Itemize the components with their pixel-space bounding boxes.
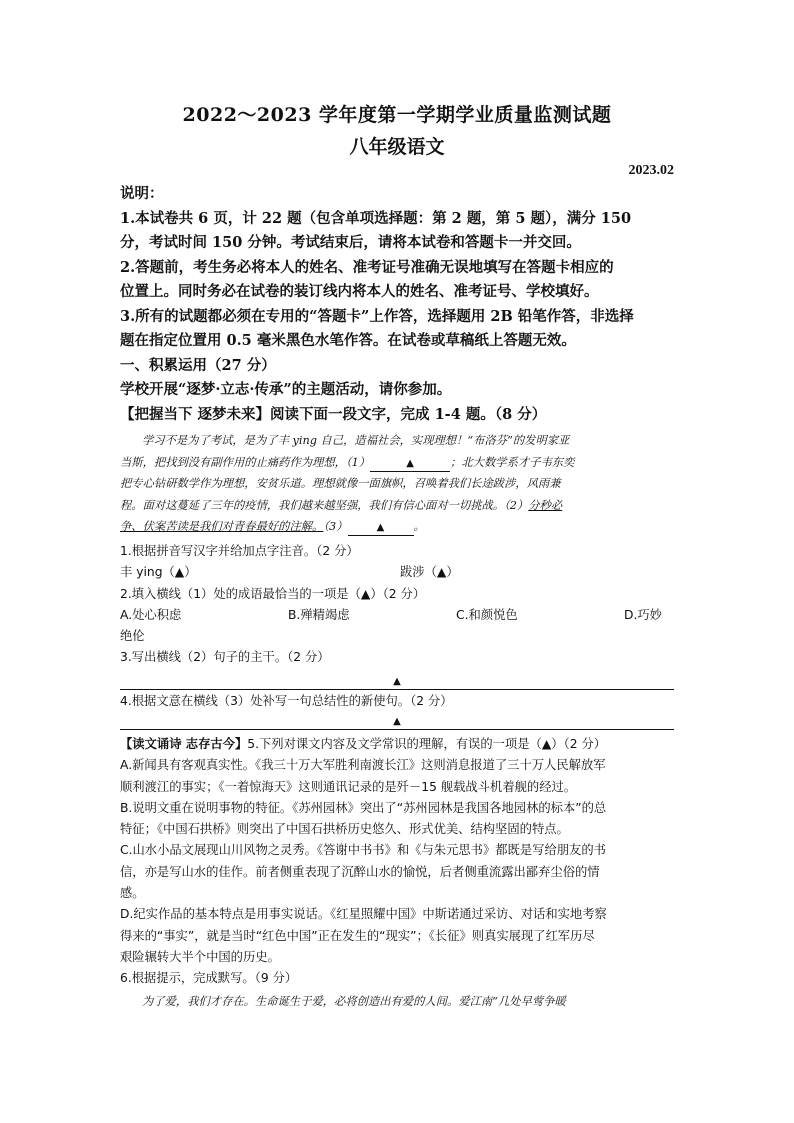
passage-line: 学习不是为了考试，是为了丰 ying 自己，造福社会，实现理想！“布洛芬”的发明家亚 [142, 434, 570, 447]
instruction-line: 位置上。同时务必在试卷的装订线内将本人的姓名、准考证号、学校填好。 [120, 283, 599, 300]
passage-text: ；北大数学系才子韦东奕 [450, 455, 575, 469]
exam-title: 2022～2023 学年度第一学期学业质量监测试题 [182, 104, 612, 126]
question-1-item-a: 丰 ying（▲） [120, 565, 197, 580]
blank-marker: ▲ [406, 457, 414, 469]
instruction-line: 题在指定位置用 0.5 毫米黑色水笔作答。在试卷或草稿纸上答题无效。 [120, 332, 576, 349]
question-5-text: 信，亦是写山水的佳作。前者侧重表现了沉醉山水的愉悦，后者侧重流露出鄙弃尘俗的情 [120, 864, 600, 879]
question-5-text: 得来的“事实”，就是当时“红色中国”正在发生的“现实”；《长征》则真实展现了红军历尽 [120, 928, 595, 943]
instruction-line: 分，考试时间 150 分钟。考试结束后，请将本试卷和答题卡一并交回。 [120, 234, 581, 251]
passage-text: 程。面对这蔓延了三年的疫情，我们越来越坚强，我们有信心面对一切挑战。（2） [120, 498, 529, 512]
question-5: 5.下列对课文内容及文学常识的理解，有误的一项是（▲）（2 分） [247, 737, 607, 751]
question-5-text: A.新闻具有客观真实性。《我三十万大军胜利南渡长江》这则消息报道了三十万人民解放军 [120, 758, 606, 773]
part-heading: 【读文诵诗 志存古今】 [120, 736, 248, 751]
instruction-line: 3.所有的试题都必须在专用的“答题卡”上作答，选择题用 2B 铅笔作答，非选择 [120, 307, 634, 325]
option-c: C.和颜悦色 [456, 607, 518, 622]
blank-marker: ▲ [376, 522, 385, 533]
underlined-sentence: 分秒必 [528, 498, 563, 512]
answer-marker: ▲ [393, 676, 401, 687]
instructions-heading: 说明： [120, 185, 164, 202]
questions-1-4 [120, 541, 676, 669]
exam-subtitle: 八年级语文 [349, 136, 445, 158]
question-5-text: B.说明文重在说明事物的特征。《苏州园林》突出了“苏州园林是我国各地园林的标本”的总 [120, 800, 607, 815]
question-5-text: 特征；《中国石拱桥》则突出了中国石拱桥历史悠久、形式优美、结构坚固的特点。 [120, 822, 569, 837]
question-6: 6.根据提示，完成默写。（9 分） [120, 971, 298, 986]
question-5-text: 艰险辗转大半个中国的历史。 [120, 949, 280, 964]
answer-blank-3[interactable] [348, 520, 414, 536]
question-2: 2.填入横线（1）处的成语最恰当的一项是（▲）（2 分） [120, 586, 426, 601]
question-6-passage: 为了爱，我们才存在。生命诞生于爱，必将创造出有爱的人间。爱江南“几处早莺争暖 [142, 994, 566, 1008]
section-2 [120, 733, 680, 1014]
question-1-items [120, 562, 676, 583]
passage-text: 当斯，把找到没有副作用的止痛药作为理想，（1） [120, 455, 371, 469]
underlined-sentence: 争、伏案苦读是我们对青春最好的注解。 [120, 520, 324, 533]
passage-line [120, 516, 680, 538]
passage-text: （3） [323, 520, 348, 533]
question-2-options [120, 605, 676, 626]
question-1-item-b: 跋涉（▲） [400, 565, 459, 580]
question-5-text: 顺利渡江的事实；《一着惊海天》这则通讯记录的是歼－15 舰载战斗机着舰的经过。 [120, 779, 577, 794]
instructions [120, 182, 676, 427]
passage-line: 把专心钻研数学作为理想，安贫乐道。理想就像一面旗帜，召唤着我们长途跋涉，风雨兼 [120, 477, 561, 490]
answer-line-q3[interactable] [120, 674, 674, 690]
question-4: 4.根据文意在横线（3）处补写一句总结性的新使句。（2 分） [120, 694, 453, 708]
option-d: D.巧妙 [624, 607, 662, 622]
question-5-line [120, 733, 680, 755]
question-1: 1.根据拼音写汉字并给加点字注音。（2 分） [120, 544, 359, 558]
instruction-line: 2.答题前，考生务必将本人的姓名、准考证号准确无误地填写在答题卡相应的 [120, 258, 614, 276]
question-4-block [120, 691, 676, 712]
answer-blank-1[interactable] [370, 456, 450, 472]
reading-passage [120, 430, 680, 538]
passage-text: 。 [413, 520, 425, 533]
part-heading: 【把握当下 逐梦未来】阅读下面一段文字，完成 1-4 题。（8 分） [120, 405, 547, 423]
option-a: A.处心积虑 [120, 607, 182, 622]
exam-date: 2023.02 [628, 163, 674, 178]
answer-line-q4[interactable] [120, 714, 674, 730]
section-intro: 学校开展“逐梦·立志·传承”的主题活动，请你参加。 [120, 381, 452, 398]
option-b: B.殚精竭虑 [288, 607, 350, 622]
question-5-text: D.纪实作品的基本特点是用事实说话。《红星照耀中国》中斯诺通过采访、对话和实地考察 [120, 907, 607, 922]
question-3: 3.写出横线（2）句子的主干。（2 分） [120, 650, 330, 665]
question-5-text: 感。 [120, 886, 145, 901]
passage-line [120, 495, 680, 517]
passage-line [120, 452, 680, 474]
answer-marker: ▲ [393, 716, 401, 727]
question-2-option-wrap: 绝伦 [120, 629, 145, 644]
section-heading: 一、积累运用（27 分） [120, 356, 276, 374]
question-5-text: C.山水小品文展现山川风物之灵秀。《答谢中书书》和《与朱元思书》都既是写给朋友的书 [120, 843, 606, 858]
instruction-line: 1.本试卷共 6 页，计 22 题（包含单项选择题：第 2 题，第 5 题），满分 150 [120, 209, 632, 227]
